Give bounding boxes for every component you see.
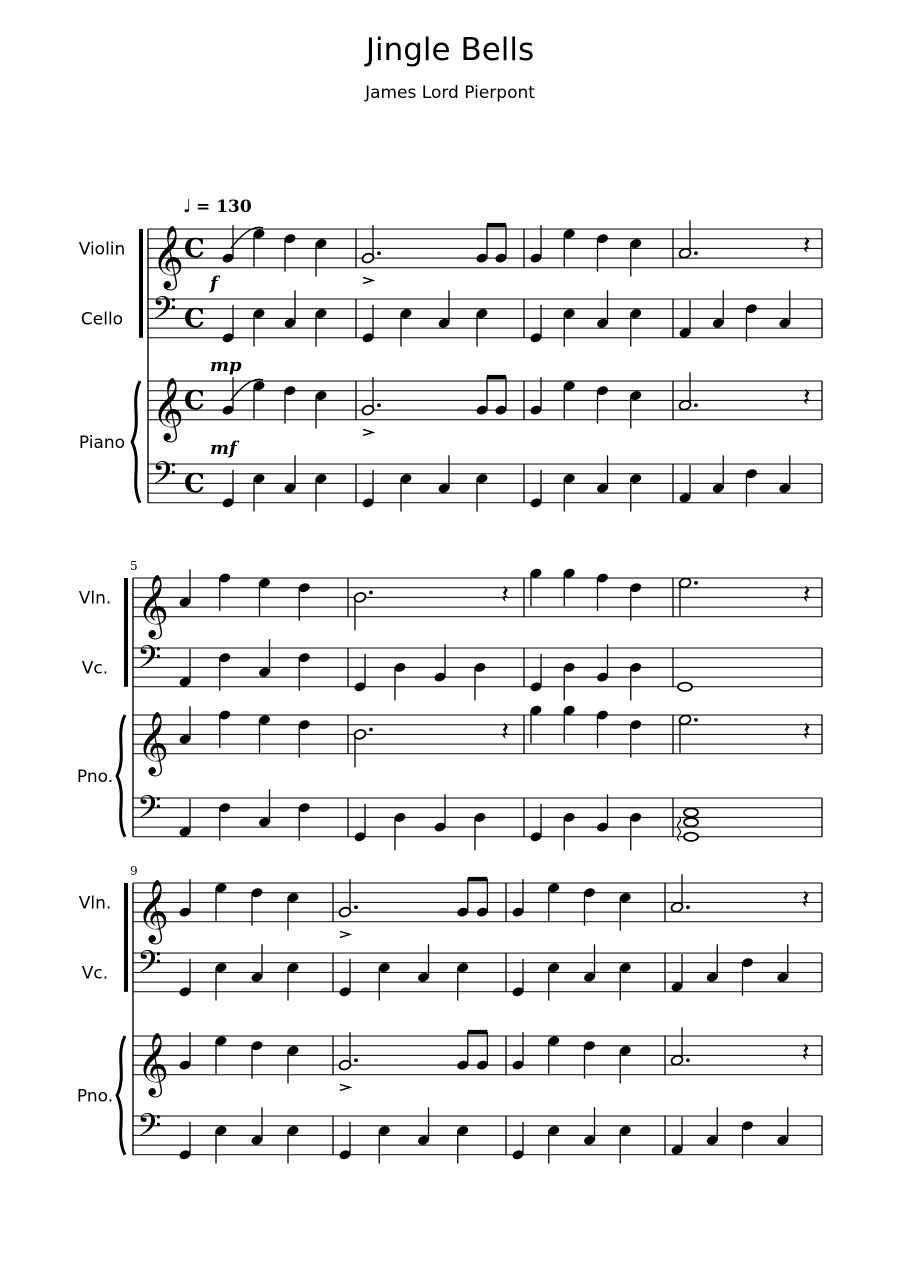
- treble-clef-icon: 𝄞: [152, 224, 184, 288]
- augmentation-dot: [686, 905, 690, 909]
- notehead: [684, 833, 698, 841]
- measure-number: 9: [130, 864, 138, 878]
- bass-clef-icon: 𝄢: [152, 455, 177, 500]
- staff-piano_treble: [133, 1027, 822, 1098]
- system-2: [77, 559, 822, 850]
- piano-brace: [117, 715, 125, 837]
- common-time-signature: C: [184, 469, 205, 500]
- system-3: [77, 864, 822, 1164]
- augmentation-dot: [686, 1058, 690, 1062]
- score-title: Jingle Bells: [365, 32, 535, 68]
- tempo-marking: = 130: [196, 197, 252, 217]
- staff-violin: [133, 874, 822, 945]
- staff-piano_bass: [133, 789, 822, 850]
- common-time-signature: C: [184, 304, 205, 335]
- quarter-rest-icon: 𝄽: [802, 717, 811, 748]
- augmentation-dot: [694, 403, 698, 407]
- composer-name: James Lord Pierpont: [365, 83, 535, 103]
- quarter-note-icon: ♩: [183, 196, 192, 217]
- piano-brace: [117, 1036, 125, 1155]
- quarter-rest-icon: 𝄽: [801, 1038, 810, 1069]
- dynamic-marking: mp: [210, 355, 242, 376]
- staff-violin: [148, 220, 822, 291]
- staff-piano_bass: [133, 1107, 822, 1163]
- staff-cello: [133, 944, 822, 1000]
- treble-clef-icon: 𝄞: [137, 1031, 169, 1095]
- bracket: [124, 883, 128, 992]
- bass-clef-icon: 𝄢: [137, 1107, 162, 1152]
- piano-label: Pno.: [76, 766, 114, 787]
- augmentation-dot: [369, 728, 373, 732]
- staff-violin: [133, 567, 822, 640]
- augmentation-dot: [694, 251, 698, 255]
- notehead: [684, 818, 698, 826]
- staff-piano_treble: [133, 704, 822, 777]
- staff-cello: [148, 273, 822, 347]
- cello-label: Vc.: [81, 658, 109, 679]
- augmentation-dot: [369, 591, 373, 595]
- common-time-signature: C: [184, 386, 205, 417]
- quarter-rest-icon: 𝄽: [802, 383, 811, 414]
- cello-label: Cello: [80, 309, 124, 330]
- augmentation-dot: [694, 718, 698, 722]
- system-1: [79, 196, 822, 512]
- bass-clef-icon: 𝄢: [137, 789, 162, 834]
- accent-mark: [340, 1084, 350, 1090]
- treble-clef-icon: 𝄞: [137, 573, 169, 637]
- staff-piano_bass: [148, 438, 822, 512]
- staff-piano_treble: [148, 355, 822, 443]
- accent-mark: [340, 931, 350, 937]
- piano-label: Piano: [78, 432, 126, 453]
- quarter-rest-icon: 𝄽: [501, 717, 510, 748]
- augmentation-dot: [377, 403, 381, 407]
- augmentation-dot: [354, 905, 358, 909]
- bass-clef-icon: 𝄢: [137, 639, 162, 684]
- quarter-rest-icon: 𝄽: [802, 580, 811, 611]
- bracket: [139, 229, 143, 338]
- bass-clef-icon: 𝄢: [152, 290, 177, 335]
- bass-clef-icon: 𝄢: [137, 944, 162, 989]
- violin-label: Violin: [78, 239, 126, 260]
- quarter-rest-icon: 𝄽: [801, 885, 810, 916]
- dynamic-marking: mf: [210, 438, 237, 459]
- treble-clef-icon: 𝄞: [137, 710, 169, 774]
- augmentation-dot: [377, 251, 381, 255]
- violin-label: Vln.: [78, 588, 112, 609]
- accent-mark: [363, 277, 373, 283]
- treble-clef-icon: 𝄞: [152, 376, 184, 440]
- common-time-signature: C: [184, 234, 205, 265]
- cello-label: Vc.: [81, 963, 109, 984]
- violin-label: Vln.: [78, 893, 112, 914]
- notehead: [684, 808, 698, 816]
- notehead: [678, 683, 692, 691]
- accent-mark: [363, 429, 373, 435]
- staff-cello: [133, 639, 822, 700]
- piano-brace: [132, 381, 140, 503]
- augmentation-dot: [354, 1058, 358, 1062]
- piano-label: Pno.: [76, 1086, 114, 1107]
- dynamic-marking: f: [210, 273, 218, 294]
- treble-clef-icon: 𝄞: [137, 878, 169, 942]
- quarter-rest-icon: 𝄽: [802, 231, 811, 262]
- bracket: [124, 578, 128, 687]
- measure-number: 5: [130, 559, 138, 573]
- augmentation-dot: [694, 581, 698, 585]
- quarter-rest-icon: 𝄽: [501, 580, 510, 611]
